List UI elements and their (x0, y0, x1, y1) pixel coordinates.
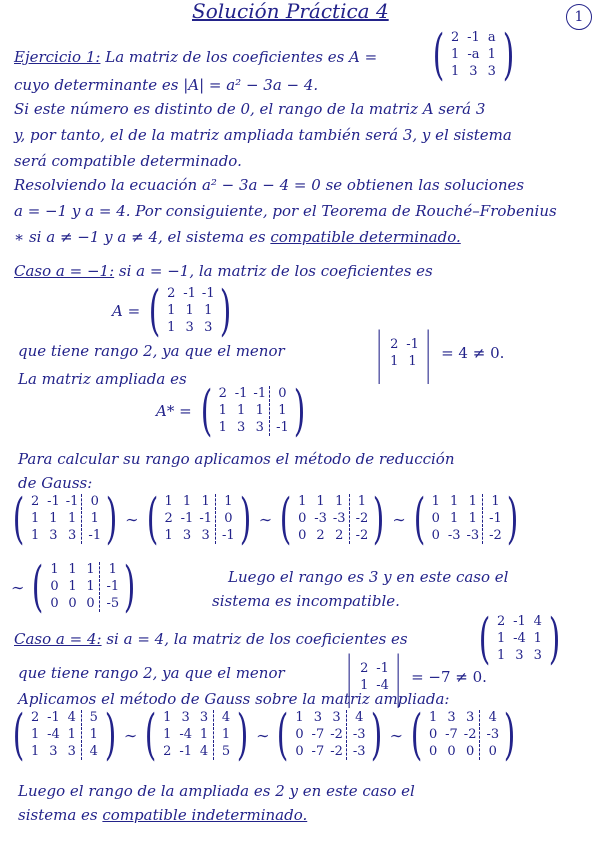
matrix-entry: 0 (50, 596, 59, 611)
matrix-entry: -1 (467, 30, 480, 45)
matrix-entry: 3 (487, 64, 496, 79)
matrix-entry: -3 (486, 727, 500, 742)
matrix-grid (430, 494, 502, 544)
matrix-entry: 3 (66, 528, 83, 544)
matrix-entry: -1 (253, 386, 270, 402)
matrix-entry: 2 (164, 511, 173, 526)
matrix-entry: 1 (68, 579, 77, 594)
matrix-entry: 1 (408, 353, 417, 369)
gauss-chain-case-1: ( 2 -1 -1 0 1 1 1 1 1 3 3 -1 ) ∼ ( 1 1 1 1 2 -1 -1 0 1 3 3 -1 ) ∼ ( 1 1 1 1 0 -3 -3 -2 0 2 2 -2 ) ∼ ( 1 1 1 1 0 1 1 -1 0 -3 -3 -2 ) (12, 487, 519, 550)
matrix-entry: 1 (89, 727, 98, 742)
matrix-entry: 0 (488, 744, 497, 759)
matrix-entry: 1 (198, 727, 214, 743)
gauss-chain-case-2: ( 2 -1 4 5 1 -4 1 1 1 3 3 4 ) ∼ ( 1 3 3 4 1 -4 1 1 2 -1 4 5 ) ∼ ( 1 3 3 4 0 -7 -2 -3 0 -7 -2 -3 ) ∼ ( 1 3 3 4 0 -7 -2 -3 0 0 0 0 ) (12, 703, 516, 766)
matrix-entry: 1 (84, 562, 100, 578)
matrix-entry: 3 (533, 648, 542, 663)
minor-case-2: | 2 -1 1 -4 | = −7 ≠ 0. (346, 645, 487, 708)
exercise-statement (14, 48, 377, 66)
matrix-entry: 3 (198, 710, 214, 726)
matrix-entry: 1 (30, 744, 40, 759)
matrix-entry: 1 (466, 511, 483, 527)
text-line: Para calcular su rango aplicamos el método de reducción (18, 450, 455, 468)
matrix-entry: -1 (47, 710, 60, 725)
case-1-label: Caso a = −1: (14, 262, 115, 280)
matrix-entry: 1 (253, 403, 270, 419)
matrix-entry: 0 (431, 511, 440, 526)
matrix-A-case-1: A = ( 2 -1 -1 1 1 1 1 3 3 ) (112, 279, 231, 342)
matrix-coefficients-general: ( 2 -1 a 1 -a 1 1 3 3 ) (432, 23, 515, 86)
matrix-grid (29, 494, 101, 544)
matrix-grid (217, 386, 289, 436)
matrix-entry: 1 (218, 420, 227, 435)
matrix-entry: 1 (108, 562, 117, 577)
matrix-entry: 2 (218, 386, 227, 401)
determinant-line: cuyo determinante es |A| = a² − 3a − 4. (14, 76, 319, 94)
matrix-entry: 1 (450, 64, 460, 79)
matrix-entry: -1 (276, 420, 289, 435)
minor-grid (388, 337, 419, 370)
matrix-entry: 1 (496, 631, 506, 646)
matrix-entry: 2 (316, 528, 325, 543)
matrix-entry: 2 (30, 710, 40, 725)
matrix-entry: 5 (221, 744, 231, 759)
matrix-entry: 3 (185, 320, 194, 335)
matrix-entry: 1 (221, 727, 231, 742)
matrix-entry: 2 (333, 528, 350, 544)
matrix-entry: 3 (181, 710, 190, 725)
matrix-entry: 0 (447, 744, 456, 759)
result-line-2 (18, 806, 307, 824)
matrix-entry: 1 (431, 494, 440, 509)
matrix-entry: 4 (198, 744, 214, 760)
matrix-entry: 3 (330, 710, 347, 726)
matrix-entry: -2 (355, 528, 369, 543)
matrix-entry: 3 (313, 710, 323, 725)
matrix-entry: 1 (167, 320, 176, 335)
rank-line-case-1: que tiene rango 2, ya que el menor (18, 342, 285, 360)
minor-value: = 4 ≠ 0. (441, 344, 505, 362)
matrix-grid (29, 710, 100, 760)
matrix-entry: 1 (66, 511, 83, 527)
matrix-entry: 1 (182, 494, 192, 509)
matrix-entry: -1 (201, 286, 215, 301)
matrix-entry: 3 (469, 64, 478, 79)
matrix-entry: 1 (163, 727, 172, 742)
matrix-entry: 3 (204, 320, 213, 335)
matrix-entry: 2 (360, 660, 369, 676)
matrix-entry: -1 (106, 579, 120, 594)
result-text: sistema es (18, 806, 98, 824)
matrix-entry: -1 (179, 744, 192, 759)
matrix-entry: 0 (68, 596, 77, 611)
matrix-entry: -1 (199, 511, 216, 527)
matrix-entry: 2 (390, 336, 399, 352)
matrix-entry: 3 (515, 648, 524, 663)
matrix-entry: 4 (221, 710, 231, 725)
matrix-entry: 0 (464, 744, 481, 760)
matrix-entry: -7 (445, 727, 458, 742)
matrix-grid (449, 30, 498, 80)
matrix-entry: 0 (50, 579, 59, 594)
matrix-entry: 3 (464, 710, 481, 726)
matrix-grid (165, 286, 214, 336)
matrix-entry: 0 (278, 386, 287, 401)
matrix-entry: 0 (428, 744, 438, 759)
minor-case-1: | 2 -1 1 1 | = 4 ≠ 0. (376, 321, 505, 384)
matrix-entry: -1 (183, 286, 196, 301)
matrix-entry: 3 (253, 420, 270, 436)
matrix-entry: 4 (488, 710, 497, 725)
conclusion-emphasis: compatible determinado. (270, 228, 461, 246)
matrix-entry: -1 (234, 386, 248, 401)
minor-grid (358, 661, 389, 694)
matrix-entry: 1 (90, 511, 99, 526)
matrix-entry: 3 (49, 528, 58, 543)
matrix-entry: -4 (47, 727, 60, 742)
matrix-entry: -1 (88, 528, 102, 543)
text-line: y, por tanto, el de la matriz ampliada también será 3, y el sistema (14, 126, 512, 144)
matrix-entry: 2 (496, 614, 506, 629)
matrix-entry: -3 (314, 511, 327, 526)
matrix-entry: -2 (464, 727, 481, 743)
case-1-heading (14, 262, 433, 280)
text-line: a = −1 y a = 4. Por consiguiente, por el Teorema de Rouché–Frobenius (14, 202, 557, 220)
matrix-entry: 0 (224, 511, 233, 526)
matrix-entry: -5 (106, 596, 120, 611)
matrix-entry: -4 (513, 631, 526, 646)
case-1-text: si a = −1, la matriz de los coeficientes es (118, 262, 433, 280)
minor-value: = −7 ≠ 0. (411, 668, 487, 686)
result-line: sistema es incompatible. (212, 592, 400, 610)
matrix-entry: 4 (533, 614, 542, 629)
matrix-grid (495, 614, 544, 664)
matrix-entry: 2 (163, 744, 172, 759)
matrix-entry: 1 (68, 562, 77, 577)
gauss-result-case-1: ∼ ( 1 1 1 1 0 1 1 -1 0 0 0 -5 ) (11, 555, 136, 618)
matrix-grid (294, 710, 366, 760)
result-emphasis: compatible indeterminado. (102, 806, 308, 824)
text-line: Resolviendo la ecuación a² − 3a − 4 = 0 se obtienen las soluciones (14, 176, 525, 194)
matrix-entry: 1 (66, 727, 82, 743)
matrix-entry: 3 (66, 744, 82, 760)
matrix-entry: 1 (450, 494, 459, 509)
matrix-entry: -1 (180, 511, 194, 526)
page-title: Solución Práctica 4 (192, 0, 389, 23)
matrix-entry: 2 (450, 30, 460, 45)
matrix-entry: 1 (49, 511, 58, 526)
matrix-entry: -4 (376, 677, 389, 693)
matrix-entry: 3 (236, 420, 246, 435)
matrix-entry: 1 (333, 494, 350, 510)
matrix-grid (48, 562, 119, 612)
matrix-A-label: A = (112, 302, 141, 320)
matrix-entry: 3 (182, 528, 192, 543)
matrix-entry: 1 (50, 562, 59, 577)
matrix-entry: 1 (84, 579, 100, 595)
matrix-entry: -2 (330, 727, 347, 743)
matrix-entry: 1 (450, 47, 460, 62)
matrix-Aast-case-1: A* = ( 2 -1 -1 0 1 1 1 1 1 3 3 -1 ) (156, 379, 306, 442)
matrix-entry: -1 (66, 494, 83, 510)
matrix-Aast-label: A* = (156, 402, 192, 420)
matrix-entry: 4 (66, 710, 82, 726)
matrix-entry: 1 (428, 710, 438, 725)
case-2-label: Caso a = 4: (14, 630, 102, 648)
matrix-entry: 2 (167, 286, 176, 301)
matrix-entry: -3 (466, 528, 483, 544)
text-line: será compatible determinado. (14, 152, 242, 170)
result-line: Luego el rango es 3 y en este caso el (228, 568, 509, 586)
matrix-entry: -3 (352, 727, 366, 742)
matrix-entry: -7 (311, 744, 325, 759)
matrix-entry: 1 (491, 494, 500, 509)
matrix-entry: 0 (295, 744, 304, 759)
matrix-entry: 1 (360, 677, 369, 693)
matrix-entry: 0 (431, 528, 440, 543)
matrix-entry: -7 (311, 727, 325, 742)
matrix-entry: -1 (376, 660, 389, 676)
matrix-entry: 0 (298, 528, 307, 543)
matrix-entry: 2 (30, 494, 40, 509)
case-2-text: si a = 4, la matriz de los coeficientes es (106, 630, 408, 648)
exercise-label: Ejercicio 1: (14, 48, 101, 66)
matrix-entry: 1 (224, 494, 233, 509)
matrix-entry: 1 (218, 403, 227, 418)
matrix-entry: -2 (355, 511, 369, 526)
matrix-grid (163, 494, 235, 544)
matrix-entry: -3 (333, 511, 350, 527)
matrix-entry: 1 (466, 494, 483, 510)
matrix-entry: -1 (513, 614, 526, 629)
matrix-entry: 1 (533, 631, 542, 646)
matrix-entry: 1 (30, 528, 40, 543)
matrix-entry: 1 (278, 403, 287, 418)
matrix-entry: 1 (450, 511, 459, 526)
text-line: de Gauss: (18, 474, 93, 492)
result-line: Luego el rango de la ampliada es 2 y en este caso el (18, 782, 415, 800)
matrix-entry: -1 (489, 511, 502, 526)
matrix-grid (296, 494, 368, 544)
matrix-entry: 1 (30, 511, 40, 526)
matrix-entry: -1 (47, 494, 60, 509)
matrix-entry: 0 (90, 494, 99, 509)
matrix-entry: 1 (236, 403, 246, 418)
matrix-entry: 1 (185, 303, 194, 318)
matrix-entry: -2 (330, 744, 347, 760)
text-line: Si este número es distinto de 0, el rango de la matriz A será 3 (14, 100, 486, 118)
matrix-entry: 1 (204, 303, 213, 318)
matrix-entry: 1 (163, 710, 172, 725)
matrix-entry: -3 (447, 528, 461, 543)
matrix-entry: -2 (489, 528, 502, 543)
conclusion-text: ∗ si a ≠ −1 y a ≠ 4, el sistema es (14, 228, 266, 246)
matrix-entry: 1 (487, 47, 496, 62)
text-line: Aplicamos el método de Gauss sobre la matriz ampliada: (18, 690, 450, 708)
matrix-entry: 1 (295, 710, 304, 725)
matrix-entry: 1 (164, 528, 173, 543)
matrix-entry: -3 (352, 744, 366, 759)
matrix-entry: -4 (179, 727, 192, 742)
text-line: La matriz ampliada es (18, 370, 187, 388)
rank-line-case-2: que tiene rango 2, ya que el menor (18, 664, 285, 682)
matrix-A-case-2: ( 2 -1 4 1 -4 1 1 3 3 ) (478, 607, 561, 670)
matrix-entry: 1 (164, 494, 173, 509)
conclusion-line (14, 228, 461, 246)
exercise-line-1: La matriz de los coeficientes es A = (105, 48, 378, 66)
matrix-entry: a (487, 30, 496, 45)
matrix-entry: 1 (316, 494, 325, 509)
matrix-entry: 3 (49, 744, 58, 759)
matrix-grid (161, 710, 232, 760)
matrix-entry: 1 (390, 353, 399, 369)
matrix-entry: 0 (428, 727, 438, 742)
matrix-entry: 3 (447, 710, 456, 725)
matrix-entry: 1 (298, 494, 307, 509)
matrix-entry: 4 (355, 710, 364, 725)
matrix-entry: 4 (89, 744, 98, 759)
matrix-entry: 5 (89, 710, 98, 725)
matrix-entry: 1 (496, 648, 506, 663)
matrix-entry: 1 (199, 494, 216, 510)
matrix-grid (427, 710, 499, 760)
matrix-entry: -1 (222, 528, 235, 543)
matrix-entry: 0 (84, 596, 100, 612)
matrix-entry: 1 (30, 727, 40, 742)
matrix-entry: -1 (406, 336, 419, 352)
matrix-entry: 1 (357, 494, 367, 509)
matrix-entry: 0 (295, 727, 304, 742)
matrix-entry: 0 (298, 511, 307, 526)
matrix-entry: 3 (199, 528, 216, 544)
page-number: 1 (566, 4, 592, 30)
matrix-entry: 1 (167, 303, 176, 318)
matrix-entry: -a (467, 47, 480, 62)
